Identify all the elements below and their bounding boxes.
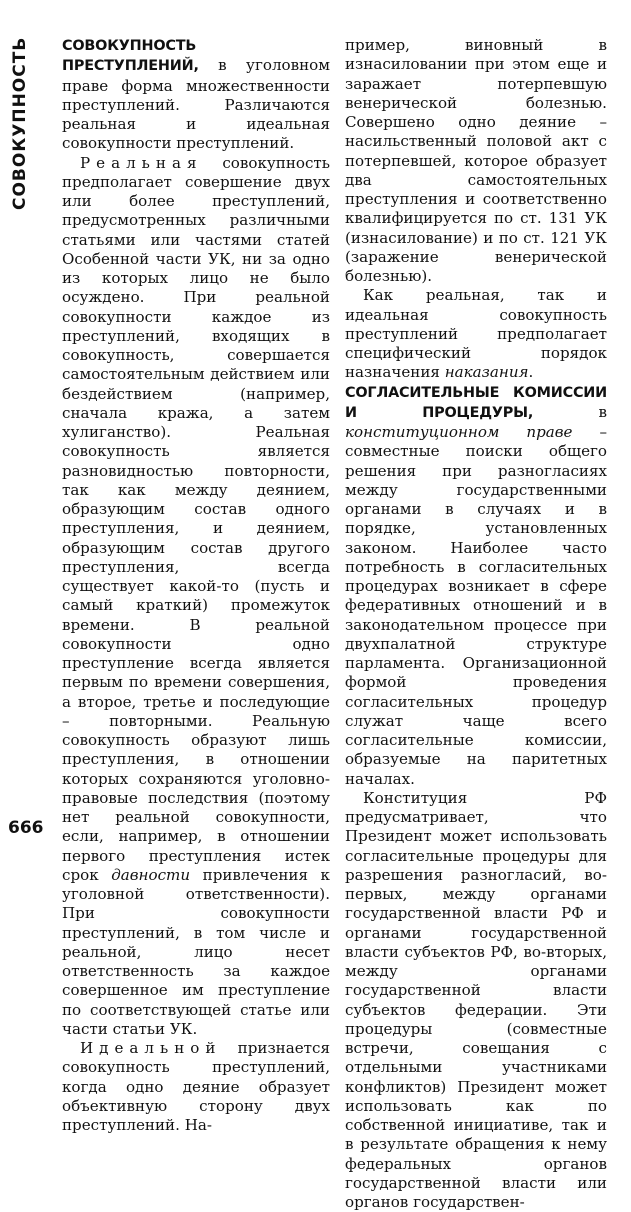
paragraph-continued: пример, виновный в изнасиловании при этом еще и заражает потерпевшую венерической болезнью. Совершено одно деяние – насильственный половой акт с потерпевшей, которое образует два самостоятельных преступления и соответственно квалифицируется по ст. 131 УК (изнасилование) и по ст. 121 УК (заражение венерической болезнью). xyxy=(345,36,607,285)
paragraph-constitution: Конституция РФ предусматривает, что Президент может использовать согласительные процедуры для разрешения разногласий, во-первых, между органами государственной власти РФ и органами государственной власти субъектов РФ, во-вторых, между органами государственной власти субъектов федерации. Эти процедуры (совместные встречи, совещания с отдельными участниками конфликтов) Президент может использовать как по собственной инициативе, так и в результате обращения к нему федеральных органов государственной власти или органов государствен- xyxy=(345,788,607,1211)
entry-definition: в уголовном праве форма множественности преступлений. Различаются реальная и идеальная совокупности преступлений. xyxy=(62,56,330,153)
paragraph-text: . xyxy=(528,363,534,382)
cross-reference: давности xyxy=(111,865,191,884)
paragraph-text: совокупность предполагает совершение двух или более преступлений, предусмотренных различными статьями или частями статей Особенной части УК, ни за одно из которых лицо не было осуждено. При реальной совокупности каждое из преступлений, входящих в совокупность, совершается самостоятельным действием или бездействием (например, сначала кража, а затем хулиганство). Реальная совокупность является разновидностью повторности, так как между деянием, образующим состав одного преступления, и деянием, образующим состав другого преступления, всегда существует какой-то (пусть и самый краткий) промежуток времени. В реальной совокупности одно преступление всегда является первым по времени совершения, а второе, третье и последующие – повторными. Реальную совокупность образуют лишь преступления, в отношении которых сохраняются уголовно-правовые последствия (поэтому нет реальной совокупности, если, например, в отношении первого преступления истек срок xyxy=(62,153,330,884)
spaced-term: Реальная xyxy=(80,153,203,172)
entry-headword: СОГЛАСИТЕЛЬНЫЕ КОМИССИИ И ПРОЦЕДУРЫ, xyxy=(345,384,607,421)
paragraph-text: признается совокупность преступлений, когда одно деяние образует объективную сторону двух преступлений. На- xyxy=(62,1039,330,1134)
spaced-term: Идеальной xyxy=(80,1039,222,1057)
entry-headword: СОВОКУПНОСТЬ ПРЕСТУПЛЕНИЙ, xyxy=(62,38,199,75)
running-head-vertical: СОВОКУПНОСТЬ xyxy=(10,36,30,210)
entry-definition: – совместные поиски общего решения при разногласиях между государственными органами в случаях и в порядке, установленных законом. Наиболее часто потребность в согласительных процедурах возникает в сфере федеративных отношений и в законодательном процессе при двухпалатной структуре парламента. Организационной формой проведения согласительных процедур служат чаще всего согласительные комиссии, образуемые на паритетных началах. xyxy=(345,423,607,788)
paragraph-text: Как реальная, так и идеальная совокупность преступлений предполагает специфический порядок назначения xyxy=(345,286,607,382)
right-column xyxy=(345,36,607,1212)
paragraph-ideal xyxy=(62,1039,330,1135)
paragraph-text: привлечения к уголовной ответственности). При совокупности преступлений, в том числе и реальной, лицо несет ответственность за каждое совершенное им преступление по соответствующей статье или части статьи УК. xyxy=(62,865,330,1038)
page-number: 666 xyxy=(8,818,44,838)
entry-text: в xyxy=(533,402,608,421)
left-column xyxy=(62,36,330,1135)
cross-reference: конституционном праве xyxy=(345,423,573,441)
entry-sovokupnost xyxy=(62,36,330,154)
paragraph-sentencing xyxy=(345,286,607,382)
cross-reference: наказания xyxy=(444,363,529,382)
paragraph-real xyxy=(62,154,330,1040)
entry-soglasitelnye xyxy=(345,383,607,789)
